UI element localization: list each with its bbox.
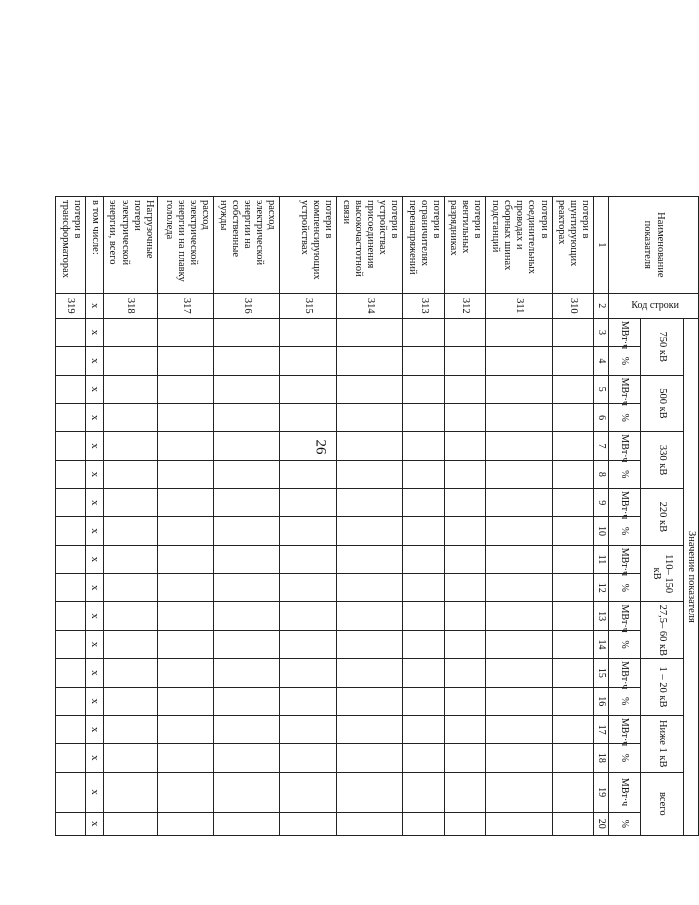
column-number: 15	[594, 659, 609, 687]
column-number: 17	[594, 715, 609, 743]
value-cell: x	[85, 687, 103, 715]
value-cell	[337, 659, 403, 687]
column-number: 11	[594, 545, 609, 573]
value-cell	[157, 744, 214, 772]
value-cell	[337, 517, 403, 545]
value-cell	[214, 772, 280, 812]
value-cell	[157, 375, 214, 403]
value-cell	[444, 602, 486, 630]
value-cell	[403, 574, 445, 602]
row-name: потери в ограничителях перенапряжений	[403, 197, 445, 294]
row-code: 317	[157, 293, 214, 318]
value-cell	[552, 460, 594, 488]
value-cell	[337, 403, 403, 431]
value-cell	[337, 630, 403, 658]
value-cell: x	[85, 715, 103, 743]
value-cell	[403, 687, 445, 715]
value-cell	[403, 744, 445, 772]
value-cell	[280, 772, 337, 812]
value-cell	[157, 812, 214, 835]
value-cell	[337, 744, 403, 772]
value-cell	[103, 687, 157, 715]
value-cell	[56, 517, 86, 545]
value-cell	[214, 812, 280, 835]
table-row	[85, 197, 103, 836]
header-group-110-150-кв: 110– 150 кВ	[641, 545, 683, 602]
column-number: 14	[594, 630, 609, 658]
value-cell	[214, 347, 280, 375]
value-cell	[157, 460, 214, 488]
header-group-330-кв: 330 кВ	[641, 432, 683, 489]
value-cell	[214, 545, 280, 573]
value-cell	[486, 517, 552, 545]
table-row	[103, 197, 157, 836]
value-cell	[444, 318, 486, 346]
column-number: 2	[594, 293, 609, 318]
value-cell: x	[85, 403, 103, 431]
value-cell	[103, 602, 157, 630]
value-cell	[56, 687, 86, 715]
value-cell: x	[85, 574, 103, 602]
value-cell	[403, 318, 445, 346]
header-unit-percent: %	[608, 403, 640, 431]
header-unit-mwh: МВт·ч	[608, 318, 640, 346]
column-number: 7	[594, 432, 609, 460]
header-unit-mwh: МВт·ч	[608, 602, 640, 630]
page-number: 26	[312, 439, 329, 455]
value-cell	[486, 574, 552, 602]
column-number: 1	[594, 197, 609, 294]
value-cell	[56, 432, 86, 460]
value-cell	[486, 687, 552, 715]
value-cell	[403, 460, 445, 488]
value-cell	[214, 489, 280, 517]
row-code: 314	[337, 293, 403, 318]
value-cell	[56, 772, 86, 812]
value-cell	[552, 375, 594, 403]
value-cell	[403, 375, 445, 403]
row-name: Нагрузочные потери электрической энергии, всего	[103, 197, 157, 294]
column-number: 13	[594, 602, 609, 630]
value-cell	[486, 403, 552, 431]
value-cell	[444, 772, 486, 812]
value-cell	[157, 489, 214, 517]
value-cell	[103, 574, 157, 602]
value-cell: x	[85, 432, 103, 460]
value-cell	[56, 489, 86, 517]
value-cell	[444, 517, 486, 545]
header-group-750-кв: 750 кВ	[641, 318, 683, 375]
value-cell	[552, 659, 594, 687]
value-cell	[280, 545, 337, 573]
value-cell	[103, 659, 157, 687]
value-cell	[444, 574, 486, 602]
value-cell	[103, 489, 157, 517]
value-cell	[337, 545, 403, 573]
value-cell	[486, 744, 552, 772]
value-cell	[280, 375, 337, 403]
table-row	[486, 197, 552, 836]
value-cell	[552, 403, 594, 431]
value-cell: x	[85, 489, 103, 517]
value-cell	[280, 517, 337, 545]
header-group-1-20-кв: 1 – 20 кВ	[641, 659, 683, 716]
value-cell	[552, 347, 594, 375]
value-cell	[337, 574, 403, 602]
header-group-220-кв: 220 кВ	[641, 489, 683, 546]
value-cell	[444, 403, 486, 431]
header-unit-percent: %	[608, 517, 640, 545]
value-cell	[56, 659, 86, 687]
table-row	[214, 197, 280, 836]
value-cell	[56, 812, 86, 835]
value-cell	[552, 744, 594, 772]
table-row	[337, 197, 403, 836]
value-cell	[280, 715, 337, 743]
value-cell: x	[85, 602, 103, 630]
value-cell: x	[85, 517, 103, 545]
value-cell	[103, 630, 157, 658]
value-cell	[103, 460, 157, 488]
value-cell	[103, 744, 157, 772]
value-cell	[56, 347, 86, 375]
value-cell	[403, 602, 445, 630]
value-cell	[337, 812, 403, 835]
value-cell: x	[85, 772, 103, 812]
value-cell: x	[85, 318, 103, 346]
value-cell	[552, 517, 594, 545]
value-cell	[214, 659, 280, 687]
header-unit-percent: %	[608, 744, 640, 772]
header-unit-mwh: МВт·ч	[608, 715, 640, 743]
value-cell	[280, 659, 337, 687]
value-cell	[103, 318, 157, 346]
value-cell	[486, 460, 552, 488]
header-group-27-5-60-кв: 27,5– 60 кВ	[641, 602, 683, 659]
column-number: 4	[594, 347, 609, 375]
column-number: 19	[594, 772, 609, 812]
value-cell	[157, 347, 214, 375]
value-cell	[337, 602, 403, 630]
value-cell	[157, 403, 214, 431]
value-cell	[56, 375, 86, 403]
value-cell	[214, 744, 280, 772]
value-cell	[56, 630, 86, 658]
value-cell	[157, 318, 214, 346]
value-cell	[486, 545, 552, 573]
value-cell	[56, 574, 86, 602]
value-cell	[403, 489, 445, 517]
value-cell	[337, 375, 403, 403]
value-cell	[337, 715, 403, 743]
value-cell: x	[85, 347, 103, 375]
value-cell	[486, 432, 552, 460]
header-group-ниже-1-кв: Ниже 1 кВ	[641, 715, 683, 772]
row-name: потери в устройствах присоединения высокочастотной связи	[337, 197, 403, 294]
column-number: 20	[594, 812, 609, 835]
value-cell	[403, 772, 445, 812]
value-cell	[214, 460, 280, 488]
value-cell	[486, 347, 552, 375]
value-cell	[280, 574, 337, 602]
row-code: 316	[214, 293, 280, 318]
value-cell	[56, 403, 86, 431]
value-cell	[103, 715, 157, 743]
header-value: Значение показателя	[683, 318, 698, 835]
header-unit-mwh: МВт·ч	[608, 659, 640, 687]
value-cell	[214, 574, 280, 602]
value-cell	[157, 659, 214, 687]
value-cell	[486, 602, 552, 630]
losses-table	[55, 196, 699, 836]
value-cell	[214, 517, 280, 545]
value-cell: x	[85, 460, 103, 488]
value-cell	[157, 574, 214, 602]
value-cell	[103, 517, 157, 545]
value-cell	[103, 545, 157, 573]
table-row	[403, 197, 445, 836]
value-cell	[486, 630, 552, 658]
value-cell: x	[85, 812, 103, 835]
value-cell	[280, 687, 337, 715]
value-cell	[337, 460, 403, 488]
row-code: 311	[486, 293, 552, 318]
value-cell	[552, 772, 594, 812]
value-cell	[103, 772, 157, 812]
value-cell	[157, 715, 214, 743]
header-name: Наименование показателя	[608, 197, 698, 294]
value-cell	[214, 432, 280, 460]
value-cell	[552, 812, 594, 835]
value-cell	[56, 744, 86, 772]
value-cell	[214, 715, 280, 743]
row-code: 315	[280, 293, 337, 318]
header-unit-percent: %	[608, 574, 640, 602]
column-number: 8	[594, 460, 609, 488]
value-cell	[444, 432, 486, 460]
value-cell: x	[85, 659, 103, 687]
value-cell	[214, 687, 280, 715]
header-unit-percent: %	[608, 630, 640, 658]
row-code: 310	[552, 293, 594, 318]
value-cell	[337, 687, 403, 715]
row-code: 313	[403, 293, 445, 318]
value-cell	[280, 347, 337, 375]
value-cell	[280, 744, 337, 772]
value-cell	[403, 812, 445, 835]
row-code: 318	[103, 293, 157, 318]
header-unit-percent: %	[608, 460, 640, 488]
table-row	[552, 197, 594, 836]
value-cell	[403, 545, 445, 573]
value-cell	[486, 715, 552, 743]
row-code: x	[85, 293, 103, 318]
column-number: 12	[594, 574, 609, 602]
column-number: 10	[594, 517, 609, 545]
row-name: в том числе:	[85, 197, 103, 294]
row-name: расход электрической энергии на собственные нужды	[214, 197, 280, 294]
value-cell	[214, 375, 280, 403]
value-cell	[103, 403, 157, 431]
value-cell	[552, 318, 594, 346]
header-unit-mwh: МВт·ч	[608, 489, 640, 517]
table-row	[56, 197, 86, 836]
table-row	[157, 197, 214, 836]
value-cell	[157, 602, 214, 630]
value-cell	[103, 432, 157, 460]
column-number: 16	[594, 687, 609, 715]
value-cell	[444, 715, 486, 743]
value-cell	[403, 715, 445, 743]
row-name: потери в соединительных проводах и сборных шинах подстанций	[486, 197, 552, 294]
row-name: расход электрической энергии на плавку гололеда	[157, 197, 214, 294]
value-cell	[337, 347, 403, 375]
value-cell: x	[85, 630, 103, 658]
value-cell	[214, 630, 280, 658]
value-cell	[444, 489, 486, 517]
header-unit-percent: %	[608, 347, 640, 375]
value-cell	[486, 318, 552, 346]
value-cell: x	[85, 545, 103, 573]
value-cell	[103, 812, 157, 835]
value-cell	[444, 630, 486, 658]
value-cell	[552, 574, 594, 602]
header-unit-percent: %	[608, 687, 640, 715]
value-cell	[214, 403, 280, 431]
value-cell	[157, 687, 214, 715]
column-number: 18	[594, 744, 609, 772]
value-cell	[444, 460, 486, 488]
value-cell	[157, 772, 214, 812]
column-number: 6	[594, 403, 609, 431]
column-number: 9	[594, 489, 609, 517]
value-cell	[103, 347, 157, 375]
value-cell	[56, 460, 86, 488]
value-cell	[280, 489, 337, 517]
value-cell	[280, 460, 337, 488]
column-number: 5	[594, 375, 609, 403]
value-cell	[486, 772, 552, 812]
value-cell	[280, 812, 337, 835]
row-name: потери в трансформаторах	[56, 197, 86, 294]
value-cell	[486, 489, 552, 517]
value-cell	[486, 659, 552, 687]
value-cell	[337, 772, 403, 812]
value-cell	[552, 489, 594, 517]
header-unit-mwh: МВт·ч	[608, 375, 640, 403]
value-cell	[444, 687, 486, 715]
value-cell	[157, 517, 214, 545]
value-cell	[337, 318, 403, 346]
value-cell	[403, 659, 445, 687]
row-code: 319	[56, 293, 86, 318]
table-row	[444, 197, 486, 836]
header-unit-mwh: МВт·ч	[608, 545, 640, 573]
column-number: 3	[594, 318, 609, 346]
value-cell	[486, 812, 552, 835]
value-cell	[280, 318, 337, 346]
value-cell	[486, 375, 552, 403]
value-cell: x	[85, 375, 103, 403]
value-cell	[280, 403, 337, 431]
table-row	[280, 197, 337, 836]
header-group-всего: всего	[641, 772, 683, 835]
value-cell	[214, 318, 280, 346]
value-cell	[157, 432, 214, 460]
value-cell	[337, 432, 403, 460]
value-cell	[403, 517, 445, 545]
value-cell	[403, 630, 445, 658]
value-cell	[337, 489, 403, 517]
value-cell	[280, 432, 337, 460]
value-cell	[103, 375, 157, 403]
value-cell	[280, 602, 337, 630]
value-cell	[552, 602, 594, 630]
value-cell	[56, 602, 86, 630]
value-cell	[552, 687, 594, 715]
value-cell	[56, 318, 86, 346]
value-cell	[552, 545, 594, 573]
value-cell	[403, 403, 445, 431]
value-cell	[280, 630, 337, 658]
row-name: потери в компенсирующих устройствах	[280, 197, 337, 294]
header-unit-mwh: МВт·ч	[608, 772, 640, 812]
value-cell	[444, 659, 486, 687]
row-name: потери в вентильных разрядниках	[444, 197, 486, 294]
value-cell	[56, 715, 86, 743]
row-code: 312	[444, 293, 486, 318]
value-cell: x	[85, 744, 103, 772]
value-cell	[444, 812, 486, 835]
value-cell	[444, 347, 486, 375]
header-group-500-кв: 500 кВ	[641, 375, 683, 432]
header-unit-mwh: МВт·ч	[608, 432, 640, 460]
value-cell	[403, 432, 445, 460]
value-cell	[403, 347, 445, 375]
header-code: Код строки	[608, 293, 698, 318]
header-unit-percent: %	[608, 812, 640, 835]
row-name: потери в шунтирующих реакторах	[552, 197, 594, 294]
value-cell	[552, 715, 594, 743]
value-cell	[157, 630, 214, 658]
value-cell	[444, 375, 486, 403]
value-cell	[444, 744, 486, 772]
value-cell	[552, 432, 594, 460]
value-cell	[552, 630, 594, 658]
value-cell	[444, 545, 486, 573]
rotated-table-container	[55, 196, 699, 836]
value-cell	[157, 545, 214, 573]
value-cell	[56, 545, 86, 573]
value-cell	[214, 602, 280, 630]
